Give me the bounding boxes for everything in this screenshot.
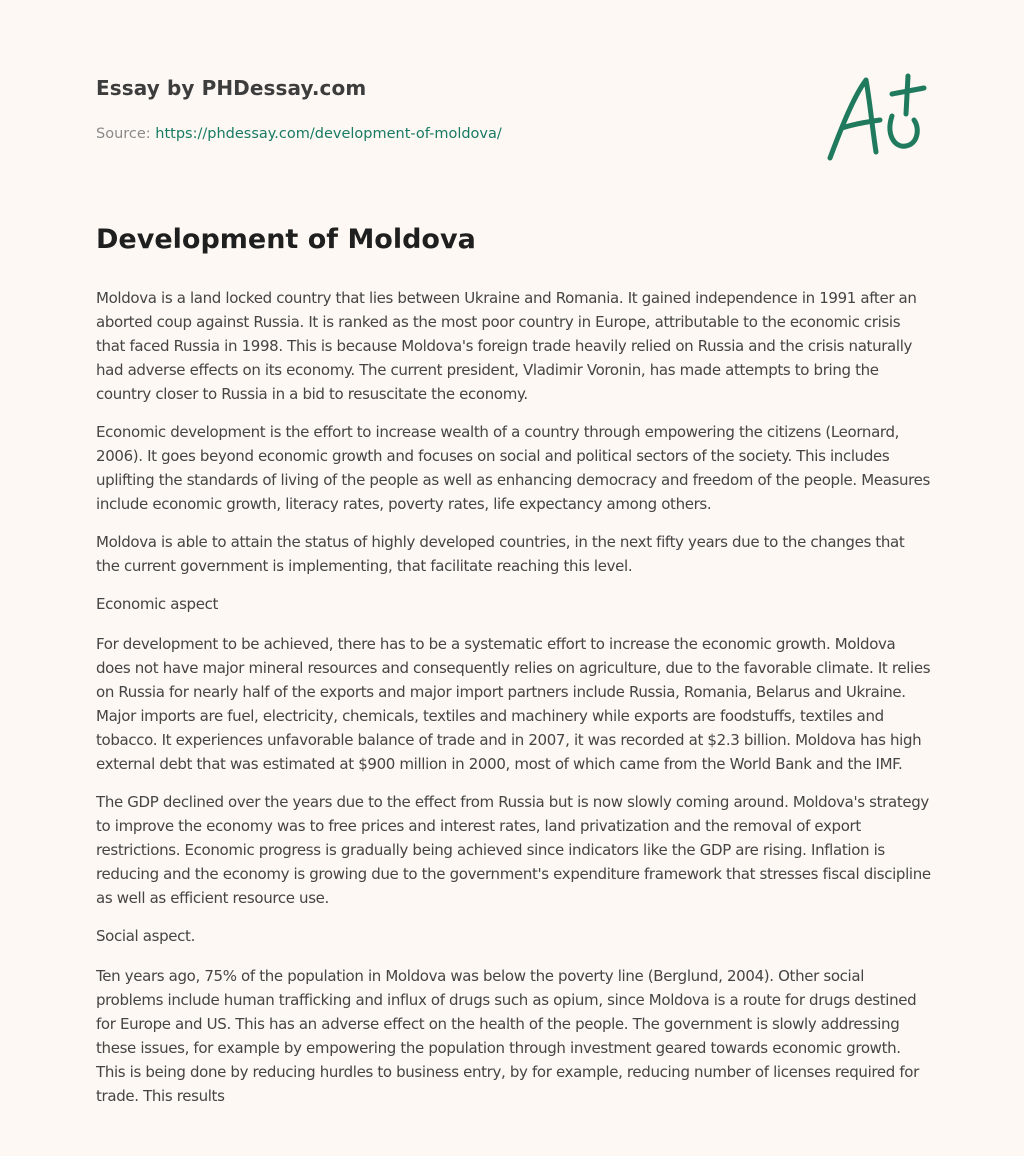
paragraph-1: Moldova is a land locked country that lies between Ukraine and Romania. It gained independence in 1991 after an aborted coup against Russia. It is ranked as the most poor country in Europe, attributable to the economic crisis that faced Russia in 1998. This is because Moldova's foreign trade heavily relied on Russia and the crisis naturally had adverse effects on its economy. The current president, Vladimir Voronin, has made attempts to bring the country closer to Russia in a bid to resuscitate the economy.: [96, 289, 917, 403]
section-heading-economic: Economic aspect: [96, 595, 219, 613]
paragraph-5: For development to be achieved, there has to be a systematic effort to increase the economic growth. Moldova does not have major mineral resources and consequently relies on agriculture, due to the favorable climate. It relies on Russia for nearly half of the exports and major import partners include Russia, Romania, Belarus and Ukraine. Major imports are fuel, electricity, chemicals, textiles and machinery while exports are foodstuffs, textiles and tobacco. It experiences unfavorable balance of trade and in 2007, it was recorded at $2.3 billion. Moldova has high external debt that was estimated at $900 million in 2000, most of which came from the World Bank and the IMF.: [96, 635, 931, 773]
paragraph-6: The GDP declined over the years due to the effect from Russia but is now slowly coming around. Moldova's strategy to improve the economy was to free prices and interest rates, land privatization and the removal of export restrictions. Economic progress is gradually being achieved since indicators like the GDP are rising. Inflation is reducing and the economy is growing due to the government's expenditure framework that stresses fiscal discipline as well as efficient resource use.: [96, 793, 931, 907]
essay-body: [96, 286, 932, 1122]
source-line: [96, 126, 816, 142]
site-brand: Essay by PHDessay.com: [96, 76, 367, 100]
source-label: Source:: [96, 126, 151, 142]
essay-header: [96, 76, 816, 142]
section-heading-social: Social aspect.: [96, 927, 195, 945]
essay-title: Development of Moldova: [96, 224, 476, 255]
paragraph-3: Moldova is able to attain the status of highly developed countries, in the next fifty years due to the changes that the current government is implementing, that facilitate reaching this level.: [96, 533, 905, 575]
paragraph-8: Ten years ago, 75% of the population in Moldova was below the poverty line (Berglund, 2004). Other social problems include human trafficking and influx of drugs such as opium, since Moldova is a route for drugs destined for Europe and US. This has an adverse effect on the health of the people. The government is slowly addressing these issues, for example by empowering the population through investment geared towards economic growth. This is being done by reducing hurdles to business entry, by for example, reducing number of licenses required for trade. This results: [96, 967, 919, 1105]
paragraph-2: Economic development is the effort to increase wealth of a country through empowering the citizens (Leornard, 2006). It goes beyond economic growth and focuses on social and political sectors of the society. This includes uplifting the standards of living of the people as well as enhancing democracy and freedom of the people. Measures include economic growth, literacy rates, poverty rates, life expectancy among others.: [96, 423, 930, 513]
source-link[interactable]: https://phdessay.com/development-of-moldova/: [155, 126, 502, 142]
a-plus-logo-icon: [820, 66, 930, 166]
